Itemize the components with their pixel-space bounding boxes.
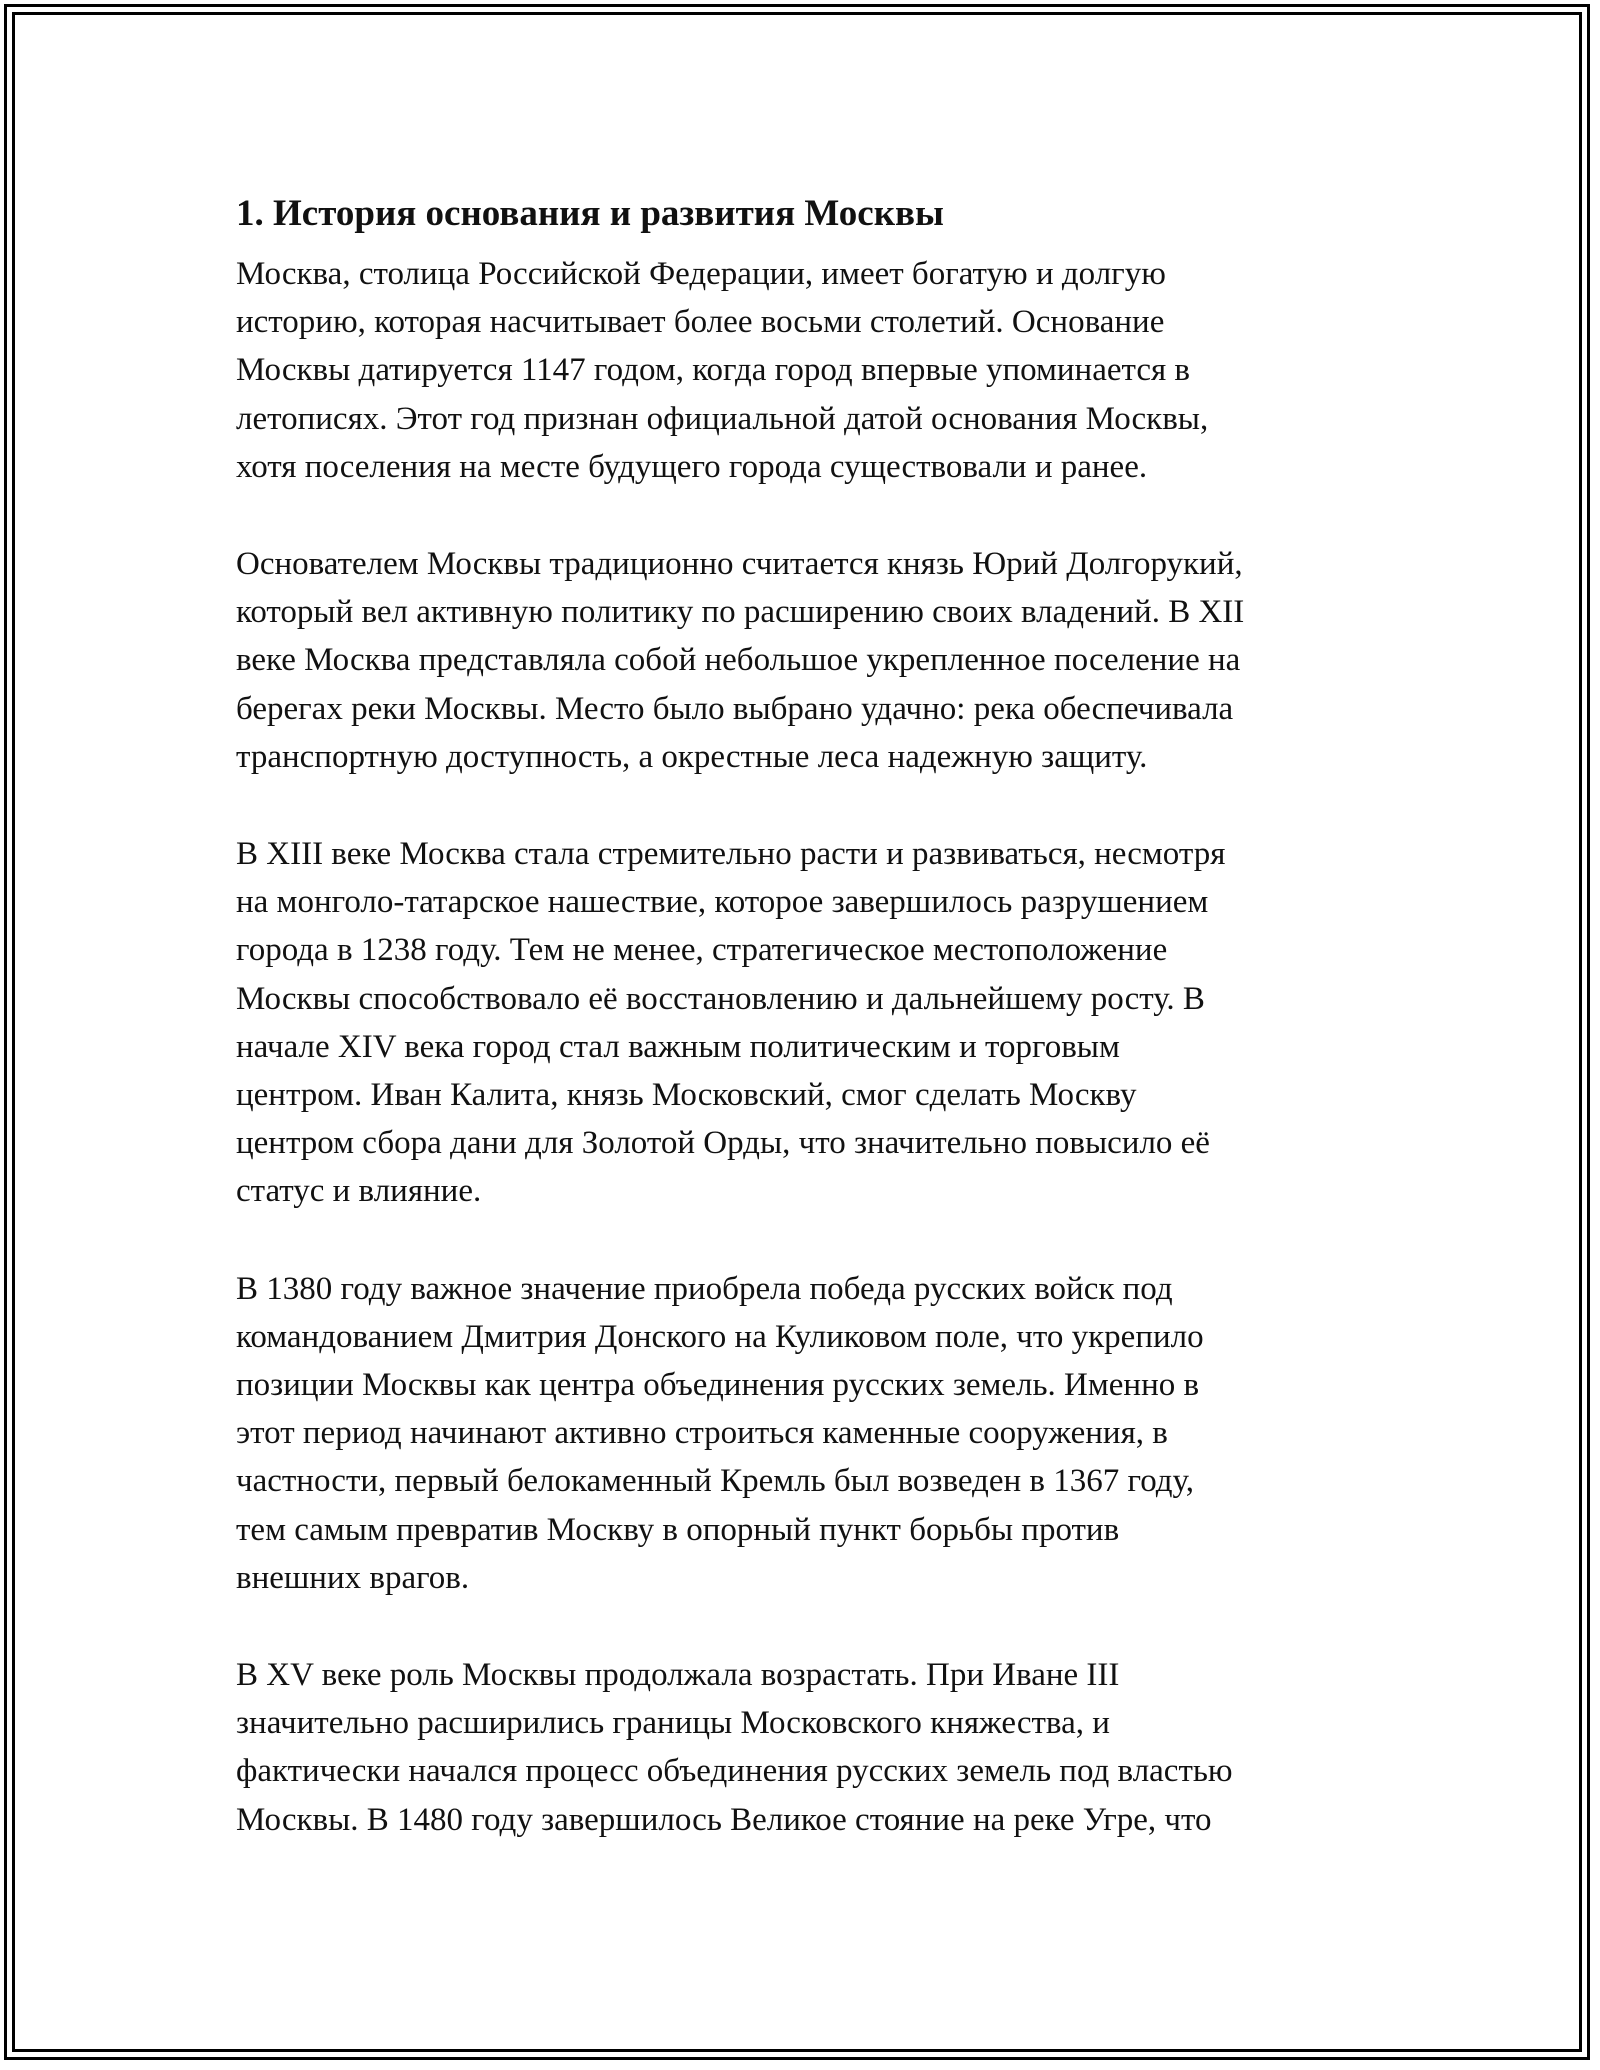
text-line: веке Москва представляла собой небольшое укрепленное поселение на <box>236 642 1241 679</box>
document-body <box>236 186 1366 1893</box>
text-line: В XIII веке Москва стала стремительно расти и развиваться, несмотря <box>236 836 1226 873</box>
text-line: командованием Дмитрия Донского на Куликовом поле, что укрепило <box>236 1318 1204 1355</box>
text-line: центром сбора дани для Золотой Орды, что значительно повысило её <box>236 1125 1210 1162</box>
paragraph-4 <box>236 1265 1366 1602</box>
text-line: Москвы. В 1480 году завершилось Великое стояние на реке Угре, что <box>236 1801 1212 1838</box>
text-line: этот период начинают активно строиться каменные сооружения, в <box>236 1415 1168 1452</box>
text-line: В 1380 году важное значение приобрела победа русских войск под <box>236 1270 1173 1307</box>
text-line: частности, первый белокаменный Кремль был возведен в 1367 году, <box>236 1463 1194 1500</box>
text-line: начале XIV века город стал важным политическим и торговым <box>236 1028 1120 1065</box>
text-line: транспортную доступность, а окрестные леса надежную защиту. <box>236 738 1148 775</box>
text-line: который вел активную политику по расширению своих владений. В XII <box>236 594 1245 631</box>
paragraph-3 <box>236 830 1366 1216</box>
paragraph-5 <box>236 1651 1366 1844</box>
paragraph-list <box>236 250 1366 1844</box>
text-line: В XV веке роль Москвы продолжала возрастать. При Иване III <box>236 1657 1120 1694</box>
paragraph-2 <box>236 540 1366 781</box>
text-line: статус и влияние. <box>236 1173 482 1210</box>
text-line: значительно расширились границы Московского княжества, и <box>236 1705 1110 1742</box>
text-line: Москвы способствовало её восстановлению и дальнейшему росту. В <box>236 980 1205 1017</box>
document-title: 1. История основания и развития Москвы <box>236 193 944 234</box>
text-line: внешних врагов. <box>236 1559 470 1596</box>
text-line: позиции Москвы как центра объединения русских земель. Именно в <box>236 1367 1200 1404</box>
text-line: историю, которая насчитывает более восьми столетий. Основание <box>236 304 1165 341</box>
text-line: Москва, столица Российской Федерации, имеет богатую и долгую <box>236 256 1166 292</box>
text-line: центром. Иван Калита, князь Московский, смог сделать Москву <box>236 1077 1137 1114</box>
text-line: тем самым превратив Москву в опорный пункт борьбы против <box>236 1511 1120 1548</box>
text-line: берегах реки Москвы. Место было выбрано удачно: река обеспечивала <box>236 690 1234 727</box>
text-line: Москвы датируется 1147 годом, когда город впервые упоминается в <box>236 352 1190 389</box>
text-line: на монголо-татарское нашествие, которое завершилось разрушением <box>236 884 1209 921</box>
text-line: фактически начался процесс объединения русских земель под властью <box>236 1753 1233 1790</box>
text-line: Основателем Москвы традиционно считается князь Юрий Долгорукий, <box>236 546 1243 583</box>
text-line: хотя поселения на месте будущего города существовали и ранее. <box>236 448 1148 485</box>
text-line: летописях. Этот год признан официальной датой основания Москвы, <box>236 400 1209 437</box>
paragraph-1 <box>236 250 1366 491</box>
text-line: города в 1238 году. Тем не менее, стратегическое местоположение <box>236 932 1168 969</box>
